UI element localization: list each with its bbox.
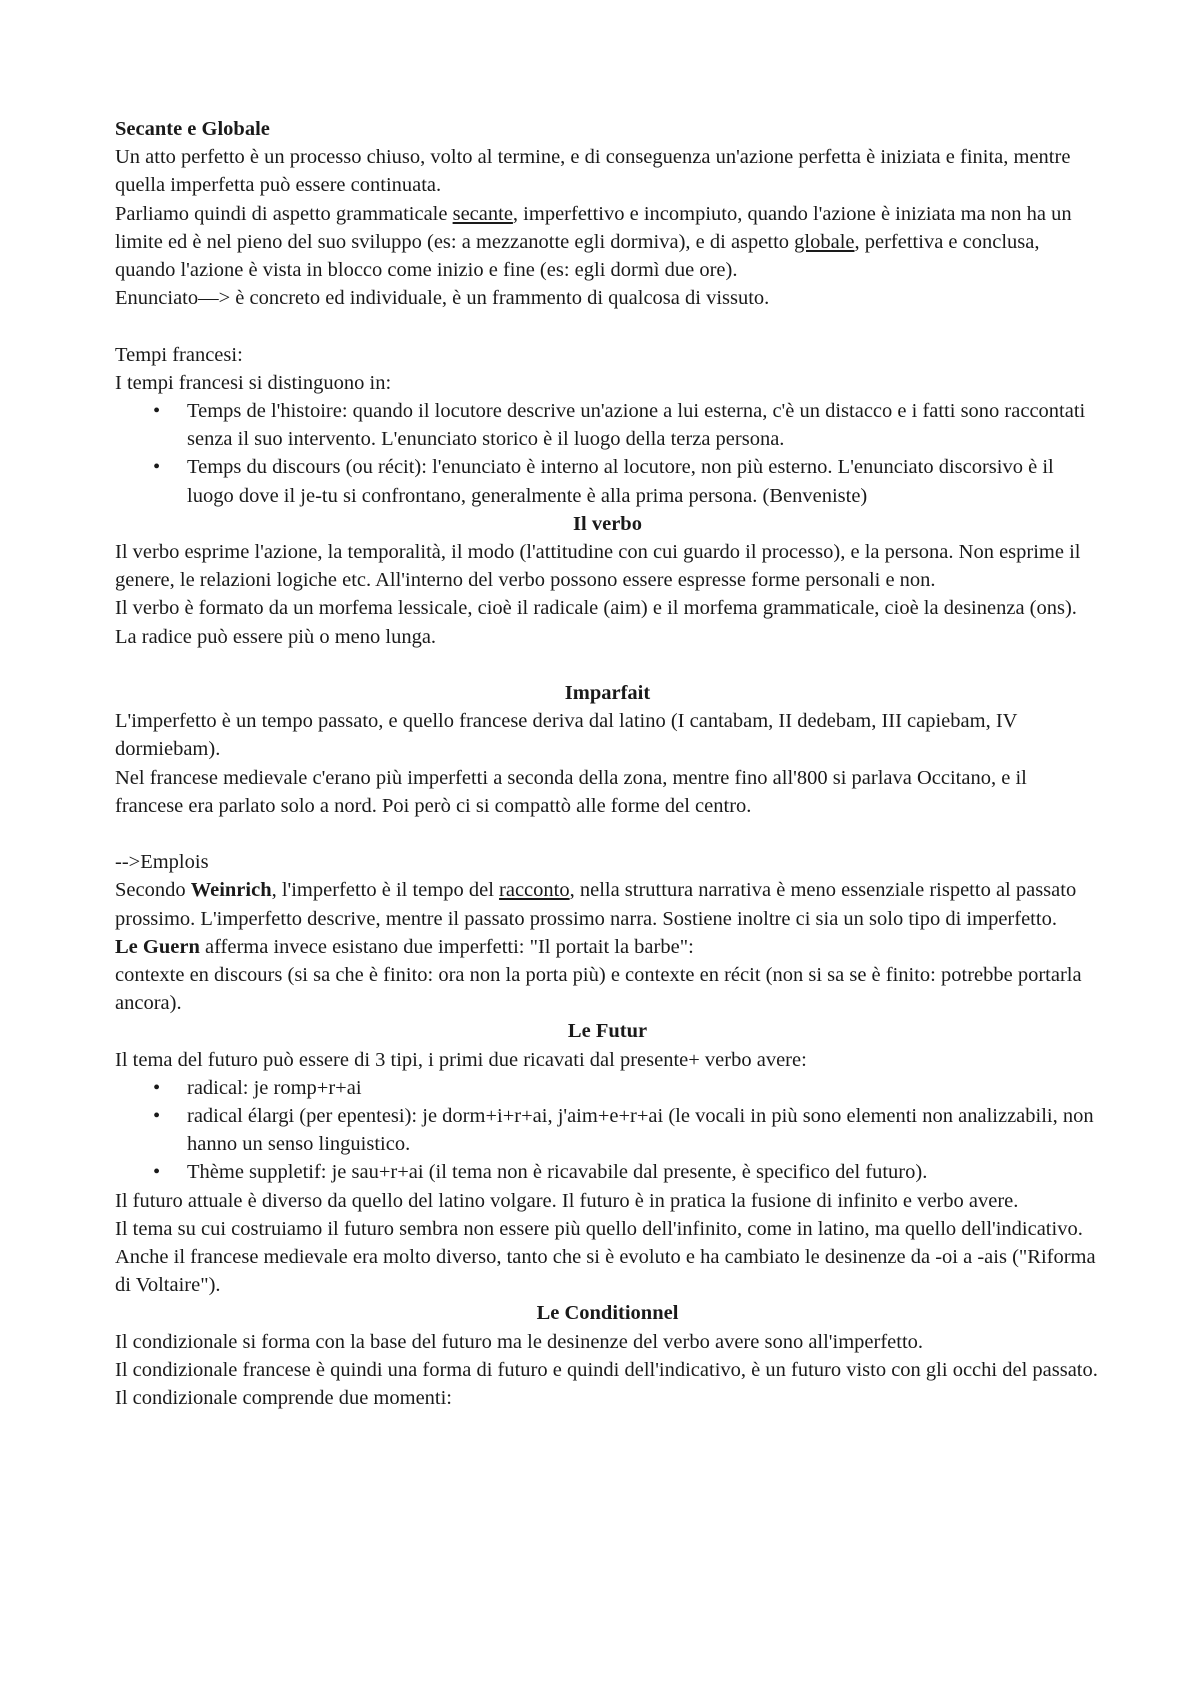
paragraph: Il tema del futuro può essere di 3 tipi, i primi due ricavati dal presente+ verbo avere: — [115, 1048, 807, 1071]
list-item: • Thème suppletif: je sau+r+ai (il tema non è ricavabile dal presente, è specifico del futuro). — [187, 1158, 1100, 1186]
section-title-conditionnel: Le Conditionnel — [536, 1302, 679, 1325]
author-le-guern: Le Guern — [115, 935, 200, 958]
futur-list — [115, 1074, 1100, 1187]
text-run: afferma invece esistano due imperfetti: "Il portait la barbe": — [199, 935, 694, 958]
author-weinrich: Weinrich — [190, 879, 272, 902]
paragraph: Il condizionale si forma con la base del futuro ma le desinenze del verbo avere sono all'imperfetto. — [115, 1330, 924, 1353]
document-page — [115, 115, 1100, 1412]
paragraph: Nel francese medievale c'erano più imperfetti a seconda della zona, mentre fino all'800 si parlava Occitano, e il francese era parlato solo a nord. Poi però ci si compattò alle forme del centro. — [115, 766, 1027, 817]
paragraph: Il verbo esprime l'azione, la temporalità, il modo (l'attitudine con cui guardo il processo), e la persona. Non esprime il genere, le relazioni logiche etc. All'interno del verbo possono essere espresse forme personali e non. — [115, 541, 1081, 592]
blank-line — [115, 651, 1100, 679]
text-run: , imperfettivo e incompiuto, quando l'azione è iniziata ma non ha un limite ed è nel pieno del suo sviluppo (es: a mezzanotte egli dormiva), e di aspetto — [115, 202, 1072, 253]
section-title-imparfait: Imparfait — [564, 682, 651, 705]
paragraph: Il tema su cui costruiamo il futuro sembra non essere più quello dell'infinito, come in latino, ma quello dell'indicativo. Anche il francese medievale era molto diverso, tanto che si è evoluto e ha cambiato le desinenze da -oi a -ais ("Riforma di Voltaire"). — [115, 1217, 1096, 1297]
paragraph — [115, 876, 1100, 932]
paragraph — [115, 933, 1100, 961]
text-run: , l'imperfetto è il tempo del — [271, 879, 500, 902]
underlined-term-globale: globale — [794, 230, 855, 253]
paragraph: L'imperfetto è un tempo passato, e quello francese deriva dal latino (I cantabam, II dedebam, III capiebam, IV dormiebam). — [115, 710, 1018, 761]
paragraph: contexte en discours (si sa che è finito: ora non la porta più) e contexte en récit (non si sa se è finito: potrebbe portarla ancora). — [115, 964, 1082, 1015]
paragraph — [115, 200, 1100, 285]
paragraph: Enunciato—> è concreto ed individuale, è un frammento di qualcosa di vissuto. — [115, 287, 770, 310]
list-item: • Temps de l'histoire: quando il locutore descrive un'azione a lui esterna, c'è un distacco e i fatti sono raccontati senza il suo intervento. L'enunciato storico è il luogo della terza persona. — [187, 397, 1100, 453]
paragraph: Un atto perfetto è un processo chiuso, volto al termine, e di conseguenza un'azione perfetta è iniziata e finita, mentre quella imperfetta può essere continuata. — [115, 146, 1071, 197]
text-run: , nella struttura narrativa è meno essenziale rispetto al passato prossimo. L'imperfetto descrive, mentre il passato prossimo narra. Sostiene inoltre ci sia un solo tipo di imperfetto. — [115, 879, 1077, 930]
section-title-verbo: Il verbo — [573, 512, 642, 535]
list-item: • Temps du discours (ou récit): l'enunciato è interno al locutore, non più esterno. L'enunciato discorsivo è il luogo dove il je-tu si confrontano, generalmente è alla prima persona. (Benveniste) — [187, 453, 1100, 509]
paragraph: Il condizionale francese è quindi una forma di futuro e quindi dell'indicativo, è un futuro visto con gli occhi del passato. Il condizionale comprende due momenti: — [115, 1358, 1098, 1410]
paragraph: Il verbo è formato da un morfema lessicale, cioè il radicale (aim) e il morfema grammaticale, cioè la desinenza (ons). La radice può essere più o meno lunga. — [115, 597, 1077, 648]
underlined-term-secante: secante — [452, 202, 513, 225]
tempi-list — [115, 397, 1100, 510]
text-run: Secondo — [115, 879, 191, 902]
tempi-label: Tempi francesi: — [115, 343, 243, 366]
blank-line — [115, 820, 1100, 848]
text-run: , perfettiva e conclusa, quando l'azione è vista in blocco come inizio e fine (es: egli dormì due ore). — [115, 230, 1040, 282]
paragraph: I tempi francesi si distinguono in: — [115, 371, 392, 394]
paragraph: Il futuro attuale è diverso da quello del latino volgare. Il futuro è in pratica la fusione di infinito e verbo avere. — [115, 1189, 1019, 1212]
section-title-secante-globale: Secante e Globale — [115, 118, 270, 140]
text-run: Parliamo quindi di aspetto grammaticale — [115, 202, 453, 225]
emplois-label: -->Emplois — [115, 851, 209, 874]
blank-line — [115, 312, 1100, 340]
list-item: • radical: je romp+r+ai — [187, 1074, 1100, 1102]
section-title-futur: Le Futur — [567, 1020, 648, 1043]
underlined-term-racconto: racconto — [499, 879, 570, 902]
list-item: • radical élargi (per epentesi): je dorm+i+r+ai, j'aim+e+r+ai (le vocali in più sono elementi non analizzabili, non hanno un senso linguistico. — [187, 1102, 1100, 1158]
